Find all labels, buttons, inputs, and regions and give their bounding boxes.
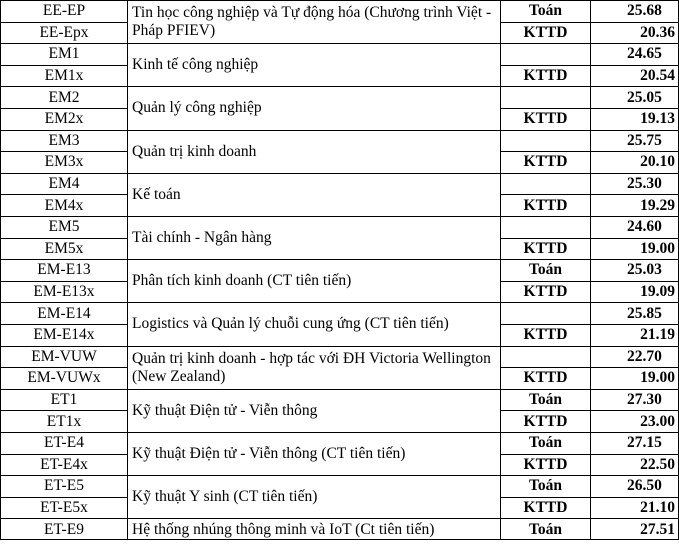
program-code-cell: EE-Epx	[0, 22, 127, 44]
exam-type-cell: KTTD	[500, 151, 590, 173]
cutoff-score-cell: 19.09	[590, 281, 679, 303]
program-name-cell: Kỹ thuật Điện tử - Viễn thông	[127, 389, 500, 432]
cutoff-score-cell: 20.10	[590, 151, 679, 173]
program-code-cell: EM2	[0, 86, 127, 108]
exam-type-cell	[500, 216, 590, 238]
exam-type-cell: KTTD	[500, 410, 590, 432]
cutoff-score-cell: 22.50	[590, 454, 679, 476]
program-name-cell: Tin học công nghiệp và Tự động hóa (Chương trình Việt - Pháp PFIEV)	[127, 0, 500, 43]
exam-type-cell: KTTD	[500, 108, 590, 130]
cutoff-score-cell: 22.70	[590, 346, 679, 368]
exam-type-cell	[500, 130, 590, 152]
program-code-cell: EM-VUW	[0, 346, 127, 368]
exam-type-cell: Toán	[500, 259, 590, 281]
exam-type-cell: Toán	[500, 0, 590, 22]
cutoff-score-cell: 27.51	[590, 518, 679, 540]
cutoff-score-cell: 23.00	[590, 410, 679, 432]
program-code-cell: ET-E5x	[0, 497, 127, 519]
cutoff-score-cell: 25.30	[590, 173, 679, 195]
table-bottom-border	[0, 539, 679, 540]
exam-type-cell	[500, 86, 590, 108]
program-code-cell: ET-E5	[0, 475, 127, 497]
exam-type-cell	[500, 302, 590, 324]
exam-type-cell: Toán	[500, 518, 590, 540]
program-code-cell: EM-E13x	[0, 281, 127, 303]
cutoff-score-cell: 19.00	[590, 367, 679, 389]
program-code-cell: ET-E4	[0, 432, 127, 454]
exam-type-cell: Toán	[500, 389, 590, 411]
program-code-cell: ET1	[0, 389, 127, 411]
program-code-cell: EE-EP	[0, 0, 127, 22]
program-code-cell: ET-E9	[0, 518, 127, 540]
exam-type-cell: KTTD	[500, 324, 590, 346]
exam-type-cell	[500, 346, 590, 368]
cutoff-score-cell: 24.65	[590, 43, 679, 65]
program-name-cell: Kinh tế công nghiệp	[127, 43, 500, 86]
exam-type-cell	[500, 173, 590, 195]
program-name-cell: Quản lý công nghiệp	[127, 86, 500, 129]
program-code-cell: EM-E14x	[0, 324, 127, 346]
program-name-cell: Kỹ thuật Y sinh (CT tiên tiến)	[127, 475, 500, 518]
cutoff-score-cell: 26.50	[590, 475, 679, 497]
program-code-cell: EM4x	[0, 194, 127, 216]
program-code-cell: EM5x	[0, 238, 127, 260]
program-name-cell: Kỹ thuật Điện tử - Viễn thông (CT tiên tiến)	[127, 432, 500, 475]
exam-type-cell: KTTD	[500, 238, 590, 260]
cutoff-score-cell: 27.30	[590, 389, 679, 411]
exam-type-cell: KTTD	[500, 281, 590, 303]
program-name-cell: Phân tích kinh doanh (CT tiên tiến)	[127, 259, 500, 302]
program-code-cell: EM-E13	[0, 259, 127, 281]
program-code-cell: EM4	[0, 173, 127, 195]
cutoff-score-cell: 21.10	[590, 497, 679, 519]
program-code-cell: EM1x	[0, 65, 127, 87]
exam-type-cell: KTTD	[500, 22, 590, 44]
cutoff-score-cell: 19.13	[590, 108, 679, 130]
exam-type-cell: KTTD	[500, 194, 590, 216]
cutoff-score-cell: 25.05	[590, 86, 679, 108]
cutoff-score-cell: 25.85	[590, 302, 679, 324]
program-name-cell: Tài chính - Ngân hàng	[127, 216, 500, 259]
program-name-cell: Hệ thống nhúng thông minh và IoT (Ct tiên tiến)	[127, 518, 500, 540]
cutoff-score-cell: 25.68	[590, 0, 679, 22]
program-name-cell: Kế toán	[127, 173, 500, 216]
cutoff-score-cell: 25.03	[590, 259, 679, 281]
program-name-cell: Logistics và Quản lý chuỗi cung ứng (CT tiên tiến)	[127, 302, 500, 345]
exam-type-cell: Toán	[500, 432, 590, 454]
exam-type-cell: KTTD	[500, 454, 590, 476]
cutoff-score-cell: 25.75	[590, 130, 679, 152]
program-code-cell: EM3	[0, 130, 127, 152]
exam-type-cell: KTTD	[500, 65, 590, 87]
program-code-cell: EM2x	[0, 108, 127, 130]
program-code-cell: EM-VUWx	[0, 367, 127, 389]
program-code-cell: EM3x	[0, 151, 127, 173]
program-code-cell: EM1	[0, 43, 127, 65]
exam-type-cell: KTTD	[500, 367, 590, 389]
cutoff-score-cell: 21.19	[590, 324, 679, 346]
program-code-cell: EM5	[0, 216, 127, 238]
program-name-cell: Quản trị kinh doanh - hợp tác với ĐH Victoria Wellington (New Zealand)	[127, 346, 500, 389]
exam-type-cell	[500, 43, 590, 65]
program-name-cell: Quản trị kinh doanh	[127, 130, 500, 173]
program-code-cell: ET-E4x	[0, 454, 127, 476]
program-code-cell: EM-E14	[0, 302, 127, 324]
program-code-cell: ET1x	[0, 410, 127, 432]
exam-type-cell: Toán	[500, 475, 590, 497]
cutoff-score-cell: 24.60	[590, 216, 679, 238]
cutoff-score-cell: 20.54	[590, 65, 679, 87]
cutoff-score-cell: 27.15	[590, 432, 679, 454]
cutoff-score-cell: 20.36	[590, 22, 679, 44]
exam-type-cell: KTTD	[500, 497, 590, 519]
cutoff-score-cell: 19.00	[590, 238, 679, 260]
cutoff-score-cell: 19.29	[590, 194, 679, 216]
